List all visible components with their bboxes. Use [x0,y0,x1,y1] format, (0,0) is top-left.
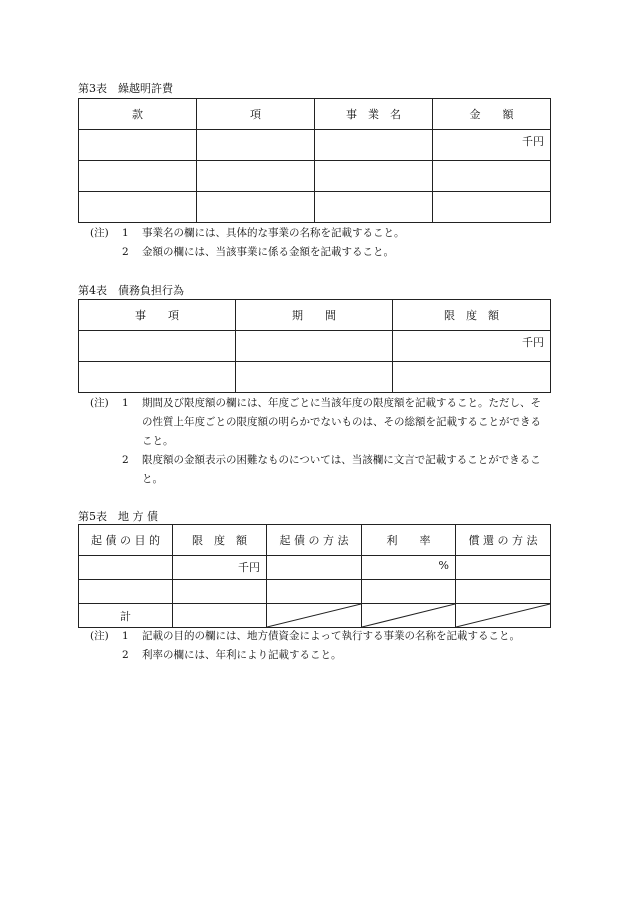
table3-cell [197,192,315,223]
table5-cell [362,580,456,604]
table5-cell [79,580,173,604]
table4-cell [79,362,236,393]
table5-cell [173,604,267,628]
diagonal-strike [267,604,361,627]
table5-notes [90,627,547,665]
table3-cell [79,130,197,161]
note-number: 2 [122,454,129,466]
table3-notes [90,224,547,262]
table5-header-redemption: 償 還 の 方 法 [456,525,551,556]
note-text: 限度額の金額表示の困難なものについては、当該欄に文言で記載することができること。 [142,454,541,485]
table5-header-limit: 限 度 額 [173,525,267,556]
table3-carryover [78,98,551,223]
table4-cell [393,362,551,393]
table3-unit-label: 千円 [433,130,551,161]
table5-cell [267,580,362,604]
table3-cell [315,192,433,223]
note-text: 金額の欄には、当該事業に係る金額を記載すること。 [142,246,394,258]
table5-diagonal-cell [456,604,551,628]
table3-cell [197,130,315,161]
diagonal-strike [362,604,455,627]
table5-title: 第5表 地 方 債 [78,510,158,523]
note-text: 事業名の欄には、具体的な事業の名称を記載すること。 [142,227,405,239]
note-number: 2 [122,246,129,258]
table5-header-rate: 利 率 [362,525,456,556]
table5-cell [456,556,551,580]
table3-cell [315,161,433,192]
note-item [90,243,547,262]
table5-total-label: 計 [79,604,173,628]
table3-cell [197,161,315,192]
table3-header-kou: 項 [197,99,315,130]
table5-header-purpose: 起 債 の 目 的 [79,525,173,556]
table4-title: 第4表 債務負担行為 [78,284,184,297]
note-item [90,627,547,646]
table3-title: 第3表 繰越明許費 [78,82,173,95]
note-item [90,451,547,489]
table5-cell [173,580,267,604]
note-number: 1 [122,227,129,239]
table4-debt-burden [78,299,551,393]
table5-cell [267,556,362,580]
table5-local-bonds [78,524,551,628]
table5-header-method: 起 債 の 方 法 [267,525,362,556]
note-text: 記載の目的の欄には、地方債資金によって執行する事業の名称を記載すること。 [142,630,520,642]
table4-header-kikan: 期 間 [236,300,393,331]
table5-unit-rate: % [362,556,456,580]
table3-cell [433,161,551,192]
table4-header-gendogaku: 限 度 額 [393,300,551,331]
table3-cell [79,161,197,192]
table5-cell [79,556,173,580]
table3-header-kingaku: 金 額 [433,99,551,130]
table4-cell [79,331,236,362]
table3-header-jigyoumei: 事 業 名 [315,99,433,130]
table4-unit-label: 千円 [393,331,551,362]
table5-unit-amount: 千円 [173,556,267,580]
table3-cell [433,192,551,223]
table5-cell [456,580,551,604]
note-item [90,394,547,451]
note-label: (注) [90,397,109,409]
table3-cell [315,130,433,161]
diagonal-strike [456,604,550,627]
note-label: (注) [90,630,109,642]
note-text: 利率の欄には、年利により記載すること。 [142,649,342,661]
note-text: 期間及び限度額の欄には、年度ごとに当該年度の限度額を記載すること。ただし、その性質上年度ごとの限度額の明らかでないものは、その総額を記載することができること。 [142,397,541,447]
table4-cell [236,331,393,362]
note-number: 2 [122,649,129,661]
note-number: 1 [122,397,129,409]
note-label: (注) [90,227,109,239]
table4-cell [236,362,393,393]
note-number: 1 [122,630,129,642]
table5-diagonal-cell [267,604,362,628]
table5-diagonal-cell [362,604,456,628]
table3-header-kan: 款 [79,99,197,130]
note-item [90,224,547,243]
note-item [90,646,547,665]
table4-header-jikou: 事 項 [79,300,236,331]
table4-notes [90,394,547,489]
table3-cell [79,192,197,223]
